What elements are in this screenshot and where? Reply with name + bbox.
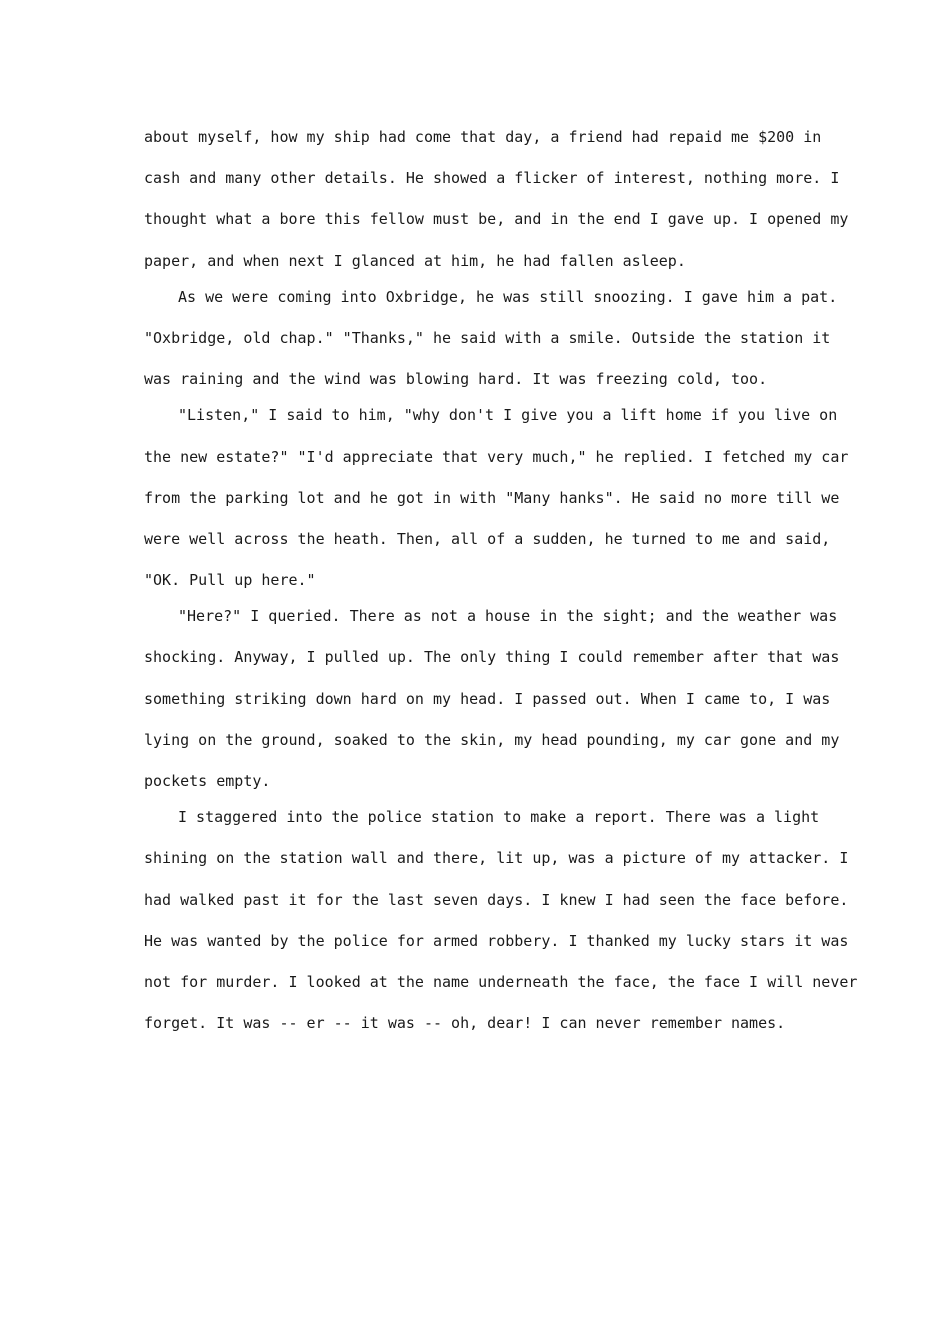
text-line: were well across the heath. Then, all of a sudden, he turned to me and said, xyxy=(144,529,831,548)
text-line: something striking down hard on my head. I passed out. When I came to, I was xyxy=(144,689,831,708)
text-line: lying on the ground, soaked to the skin, my head pounding, my car gone and my xyxy=(144,730,840,749)
text-line: the new estate?" "I'd appreciate that very much," he replied. I fetched my car xyxy=(144,447,849,466)
text-line: shining on the station wall and there, lit up, was a picture of my attacker. I xyxy=(144,849,849,868)
text-line: cash and many other details. He showed a flicker of interest, nothing more. I xyxy=(144,169,840,188)
text-line: As we were coming into Oxbridge, he was still snoozing. I gave him a pat. xyxy=(178,287,838,306)
text-line: pockets empty. xyxy=(144,772,271,790)
text-line: I staggered into the police station to make a report. There was a light xyxy=(178,808,820,827)
text-line: "Listen," I said to him, "why don't I give you a lift home if you live on xyxy=(178,406,838,425)
text-line: forget. It was -- er -- it was -- oh, dear! I can never remember names. xyxy=(144,1014,786,1033)
text-line: was raining and the wind was blowing hard. It was freezing cold, too. xyxy=(144,370,768,389)
text-line: shocking. Anyway, I pulled up. The only thing I could remember after that was xyxy=(144,648,840,667)
paragraph-4 xyxy=(144,596,840,802)
text-line: "Here?" I queried. There as not a house in the sight; and the weather was xyxy=(178,607,838,626)
paragraph-3 xyxy=(144,395,849,601)
text-line: paper, and when next I glanced at him, he had fallen asleep. xyxy=(144,251,686,270)
story-text xyxy=(144,117,858,1044)
text-line: thought what a bore this fellow must be, and in the end I gave up. I opened my xyxy=(144,210,849,229)
paragraph-1 xyxy=(144,117,849,282)
text-line: had walked past it for the last seven days. I knew I had seen the face before. xyxy=(144,890,849,909)
text-line: from the parking lot and he got in with "Many hanks". He said no more till we xyxy=(144,488,840,507)
text-line: "Oxbridge, old chap." "Thanks," he said with a smile. Outside the station it xyxy=(144,328,831,347)
text-line: about myself, how my ship had come that day, a friend had repaid me $200 in xyxy=(144,128,822,146)
text-line: "OK. Pull up here." xyxy=(144,571,316,590)
paragraph-2 xyxy=(144,277,838,401)
paragraph-5 xyxy=(144,797,858,1044)
text-line: He was wanted by the police for armed robbery. I thanked my lucky stars it was xyxy=(144,931,849,950)
text-line: not for murder. I looked at the name underneath the face, the face I will never xyxy=(144,972,858,991)
